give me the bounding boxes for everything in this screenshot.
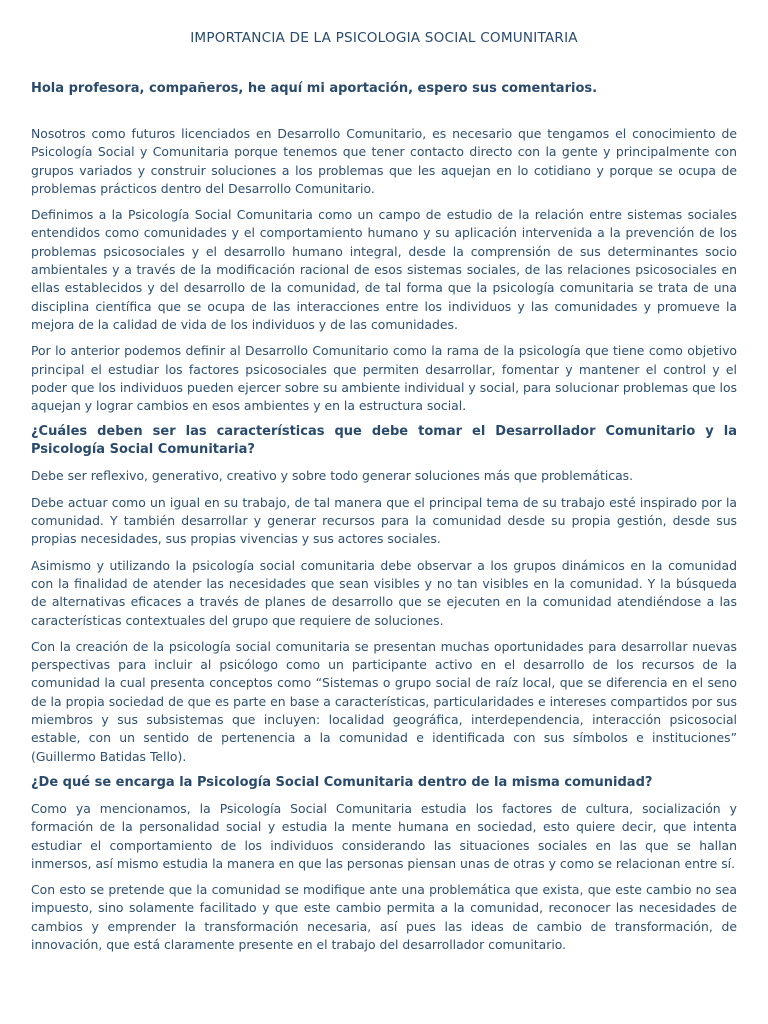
paragraph-intro: Nosotros como futuros licenciados en Desarrollo Comunitario, es necesario que tengamos el conocimiento de Psicología Social y Comunitaria porque tenemos que tener contacto directo con la gente y principalmente con grupos variados y construir soluciones a los problemas que les aquejan en lo cotidiano y porque se ocupa de problemas prácticos dentro del Desarrollo Comunitario. (31, 126, 737, 196)
paragraph-conclusion: Con esto se pretende que la comunidad se modifique ante una problemática que exista, que este cambio no sea impuesto, sino solamente facilitado y que este cambio permita a la comunidad, reconocer las necesidades de cambios y emprender la transformación necesaria, así pues las ideas de cambio de transformación, de innovación, que está claramente presente en el trabajo del desarrollador comunitario. (31, 882, 737, 952)
document-title: IMPORTANCIA DE LA PSICOLOGIA SOCIAL COMUNITARIA (190, 30, 578, 46)
greeting-line: Hola profesora, compañeros, he aquí mi aportación, espero sus comentarios. (31, 81, 598, 96)
paragraph-reflexivo: Debe ser reflexivo, generativo, creativo y sobre todo generar soluciones más que problemáticas. (31, 468, 634, 484)
paragraph-creacion: Con la creación de la psicología social comunitaria se presentan muchas oportunidades para desarrollar nuevas perspectivas para incluir al psicólogo como un participante activo en el desarrollo de los recursos de la comunidad la cual presenta conceptos como “Sistemas o grupo social de raíz local, que se diferencia en el seno de la propia sociedad de que es parte en base a características, particularidades e intereses compartidos por sus miembros y sus subsistemas que incluyen: localidad geográfica, interdependencia, interacción psicosocial estable, con un sentido de pertenencia a la comunidad e identificada con sus símbolos e instituciones” (Guillermo Batidas Tello). (31, 638, 737, 764)
question-heading-2: ¿De qué se encarga la Psicología Social Comunitaria dentro de la misma comunidad? (31, 774, 653, 790)
paragraph-desarrollo: Por lo anterior podemos definir al Desarrollo Comunitario como la rama de la psicología que tiene como objetivo principal el estudiar los factores psicosociales que permiten desarrollar, fomentar y mantener el control y el poder que los individuos pueden ejercer sobre su ambiente individual y social, para solucionar problemas que los aquejan y lograr cambios en esos ambientes y en la estructura social. (31, 343, 737, 414)
paragraph-definition: Definimos a la Psicología Social Comunitaria como un campo de estudio de la relación entre sistemas sociales entendidos como comunidades y el comportamiento humano y su aplicación intervenida a la prevención de los problemas psicosociales y el desarrollo humano integral, desde la comprensión de sus determinantes socio ambientales y a través de la modificación racional de esos sistemas sociales, de las relaciones psicosociales en ellas establecidos y del desarrollo de la comunidad, de tal forma que la psicología comunitaria se trata de una disciplina científica que se ocupa de las interacciones entre los individuos y las comunidades y promueve la mejora de la calidad de vida de los individuos y de las comunidades. (31, 207, 737, 332)
paragraph-asimismo: Asimismo y utilizando la psicología social comunitaria debe observar a los grupos dinámicos en la comunidad con la finalidad de atender las necesidades que sean visibles y no tan visibles en la comunidad. Y la búsqueda de alternativas eficaces a través de planes de desarrollo que se ejecuten en la comunidad atendiéndose a las características contextuales del grupo que requiere de soluciones. (31, 557, 737, 628)
question-heading-1: ¿Cuáles deben ser las características que debe tomar el Desarrollador Comunitario y la Psicología Social Comunitaria? (31, 424, 737, 458)
paragraph-mencionamos: Como ya mencionamos, la Psicología Social Comunitaria estudia los factores de cultura, socialización y formación de la personalidad social y estudia la mente humana en sociedad, esto quiere decir, que intenta estudiar el comportamiento de los individuos considerando las situaciones sociales en las que se hallan inmersos, así mismo estudia la manera en que las personas piensan unas de otras y como se relacionan entre sí. (31, 800, 737, 871)
paragraph-actuar: Debe actuar como un igual en su trabajo, de tal manera que el principal tema de su trabajo esté inspirado por la comunidad. Y también desarrollar y generar recursos para la comunidad desde su propia gestión, desde sus propias necesidades, sus propias vivencias y sus actores sociales. (31, 494, 737, 547)
